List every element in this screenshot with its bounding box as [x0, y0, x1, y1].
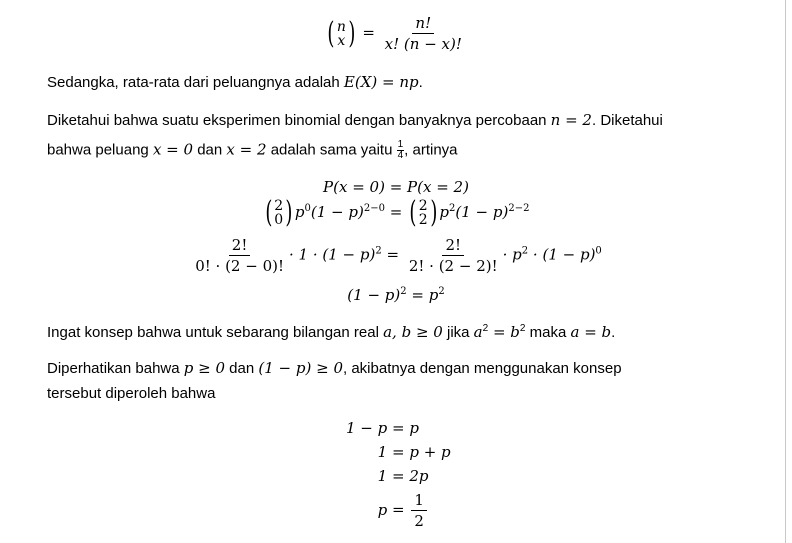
equation-row-3: [0, 236, 792, 275]
math-text: n = 2: [550, 111, 592, 129]
solution-row: [300, 464, 451, 488]
math-text: dan: [193, 141, 227, 159]
math-text: 2: [418, 198, 428, 214]
math-text: P(x = 0) = P(x = 2): [323, 178, 469, 196]
paragraph-mean: [47, 73, 423, 91]
math-text: 2−2: [508, 203, 530, 214]
math-text: 2: [418, 212, 428, 228]
math-text: Diketahui bahwa suatu eksperimen binomial dengan banyaknya percobaan: [47, 112, 551, 129]
math-text: . Diketahui: [591, 112, 663, 129]
math-text: 0: [304, 203, 311, 214]
math-text: 2: [521, 245, 529, 257]
binomial-formula: ( n x ) = $\frac{n!}{x! (n - x)!}$: [0, 14, 792, 53]
paragraph-probability: [47, 140, 458, 161]
math-text: 2!: [442, 236, 464, 256]
math-text: p: [377, 501, 388, 519]
math-text: · 1 · (1 − p): [289, 245, 376, 264]
paragraph-concept: [47, 323, 615, 341]
math-text: =: [381, 245, 404, 264]
math-text: n!: [412, 14, 434, 34]
math-text: 2: [449, 203, 456, 214]
equation-row-1: [0, 178, 792, 196]
math-text: = b: [488, 323, 520, 341]
equation-row-2: ( 2 0 ) $p^0(1 - p)^{2-0}$ = ( 2 2 ) $p^2(1 - p)^{2-2}$: [264, 195, 530, 230]
math-text: 2! · (2 − 2)!: [408, 257, 498, 275]
math-text: dan: [225, 360, 259, 377]
math-text: , akibatnya dengan menggunakan konsep: [343, 360, 622, 377]
math-text: 2: [375, 245, 382, 257]
math-text: x = 0: [152, 140, 194, 159]
math-text: 1 − p: [345, 419, 388, 437]
math-text: Ingat konsep bahwa untuk sebarang bilangan real: [47, 324, 384, 341]
math-text: · (1 − p): [528, 245, 596, 264]
math-text: 0! · (2 − 0)!: [195, 257, 284, 275]
math-text: 2: [274, 198, 284, 214]
math-text: n: [336, 18, 346, 35]
solution-steps: [300, 416, 451, 532]
math-text: adalah sama yaitu: [266, 141, 397, 159]
solution-row: [300, 488, 451, 532]
math-text: (1 − p): [347, 286, 401, 304]
math-text: = p: [406, 286, 439, 304]
paragraph-observation-cont: [47, 385, 215, 402]
math-text: (1 − p) ≥ 0: [258, 359, 343, 377]
math-text: (1 − p): [310, 203, 364, 221]
math-text: bahwa peluang: [47, 141, 153, 159]
math-text: a, b ≥ 0: [383, 323, 443, 341]
math-text: x: [337, 32, 346, 49]
math-text: p ≥ 0: [183, 359, 226, 377]
math-text: a: [473, 323, 483, 341]
paragraph-experiment: [47, 111, 663, 129]
math-text: x = 2: [226, 140, 267, 159]
math-text: .: [611, 324, 616, 341]
math-text: = 2p: [392, 467, 429, 485]
math-text: =: [392, 500, 410, 518]
math-text: 1: [397, 139, 404, 150]
math-text: maka: [525, 324, 571, 341]
math-text: a = b: [570, 323, 612, 341]
math-text: x! (n − x)!: [384, 35, 462, 53]
solution-row: [300, 440, 451, 464]
solution-row: [300, 416, 451, 440]
math-text: 2!: [229, 236, 251, 256]
math-text: 2: [438, 286, 445, 297]
math-text: jika: [442, 324, 474, 341]
math-text: 2: [482, 323, 489, 334]
math-text: 0: [274, 212, 284, 228]
math-text: p: [439, 203, 450, 221]
math-text: tersebut diperoleh bahwa: [47, 385, 216, 402]
math-text: (1 − p): [455, 203, 509, 221]
math-text: =: [384, 203, 408, 221]
math-text: .: [418, 74, 423, 91]
math-text: 1: [411, 491, 427, 511]
math-text: , artinya: [404, 141, 458, 159]
math-text: Sedangka, rata-rata dari peluangnya adalah: [47, 74, 344, 91]
math-text: 2: [400, 286, 407, 297]
paragraph-observation: [47, 359, 622, 377]
math-text: 4: [397, 150, 404, 161]
math-text: · p: [502, 245, 522, 264]
math-text: 2: [519, 323, 526, 334]
equation-row-4: [0, 286, 792, 304]
math-text: 1: [377, 467, 388, 485]
math-text: Diperhatikan bahwa: [47, 360, 184, 377]
math-text: p: [294, 203, 305, 221]
math-text: 2−0: [363, 203, 385, 214]
math-text: 0: [595, 245, 602, 257]
math-text: = p: [392, 419, 419, 437]
math-text: 2: [414, 511, 424, 530]
math-text: E(X) = np: [343, 73, 419, 91]
math-text: 1: [377, 443, 388, 461]
math-text: = p + p: [392, 443, 451, 461]
